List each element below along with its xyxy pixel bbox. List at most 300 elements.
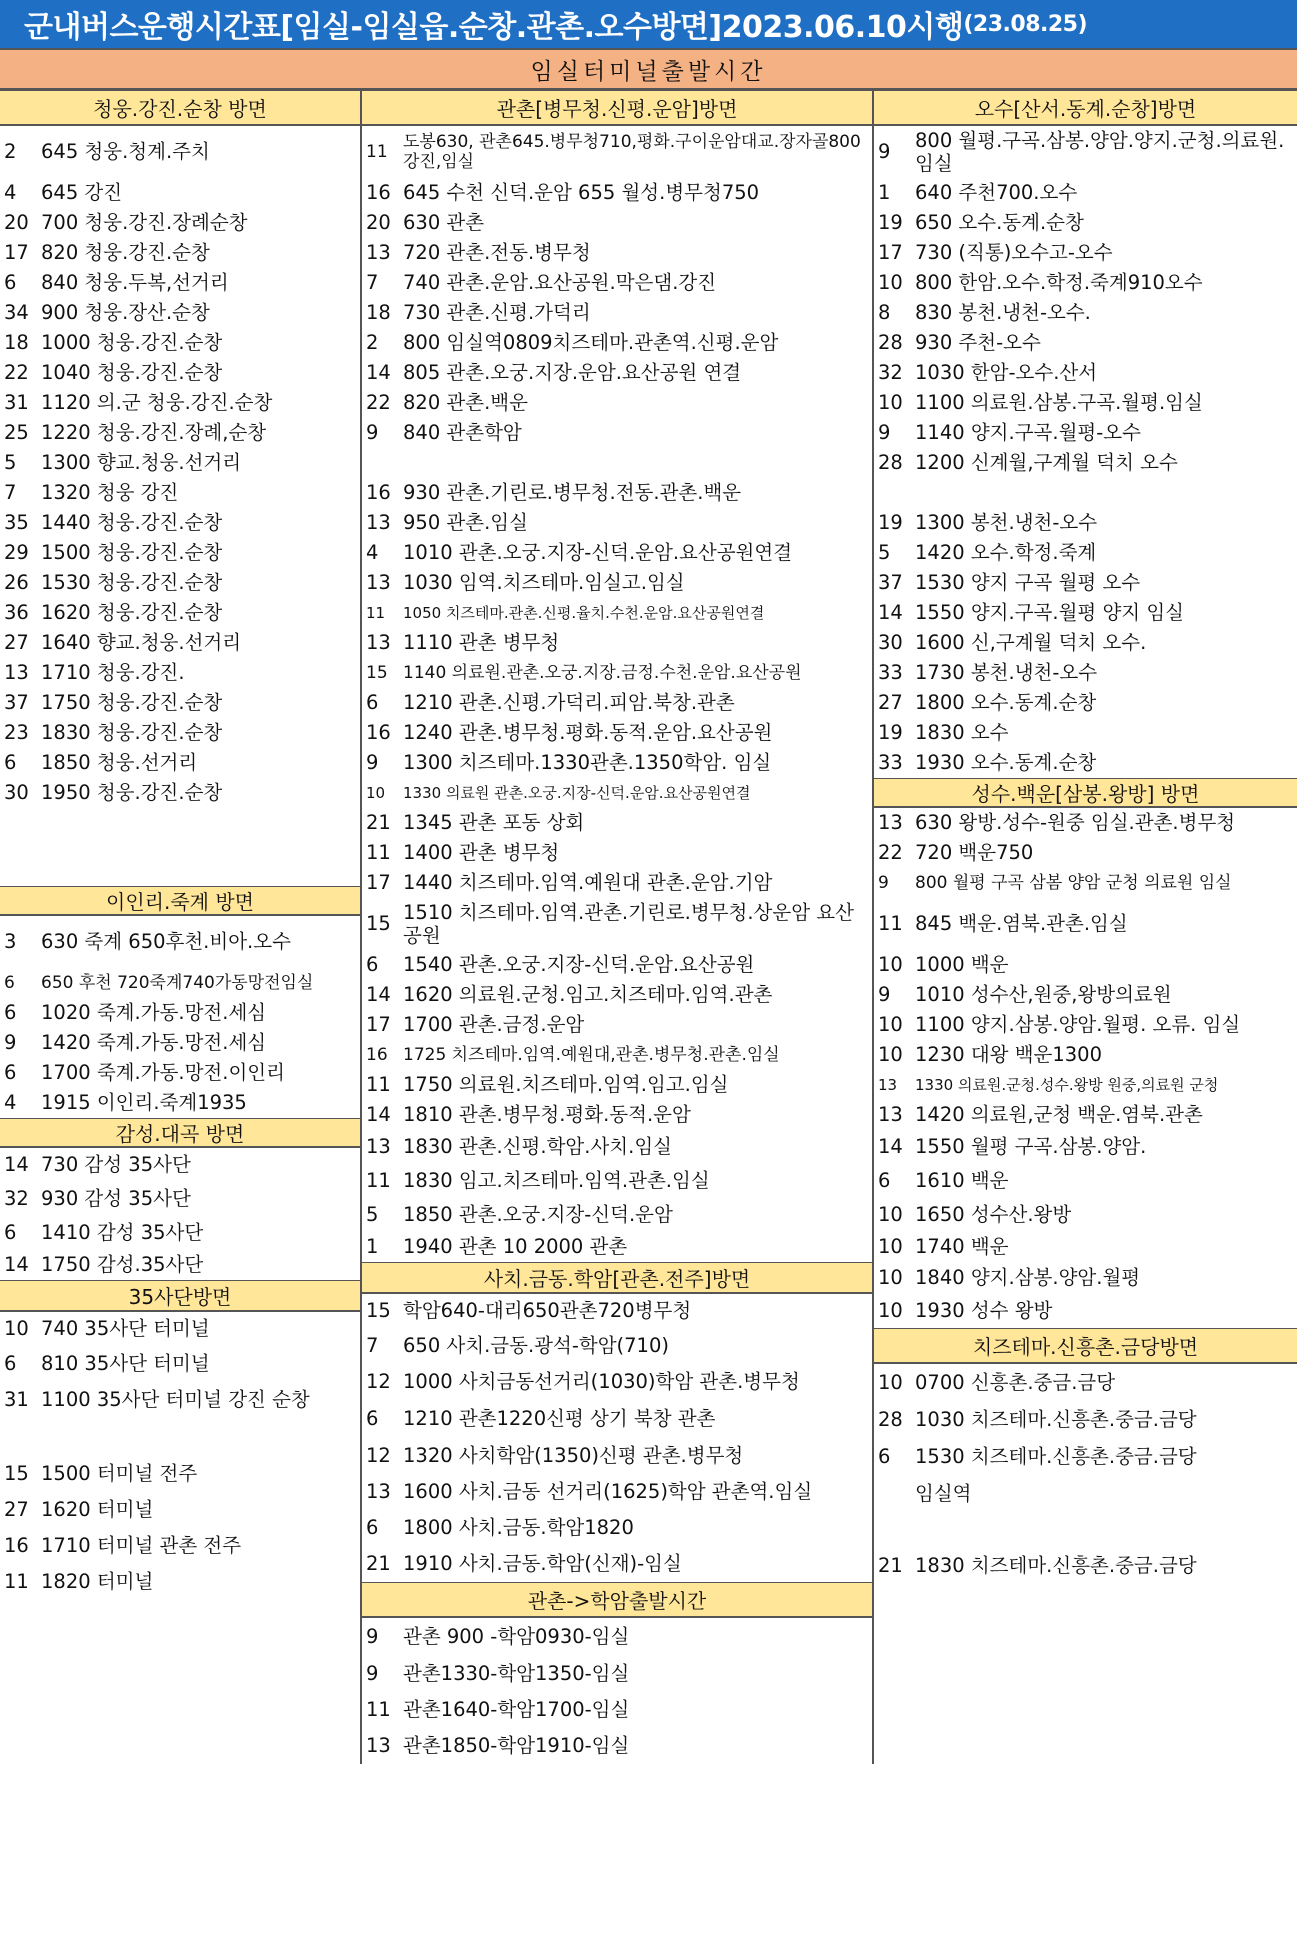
bus-number: 7 — [4, 481, 17, 505]
schedule-row — [0, 1058, 360, 1088]
bus-number: 21 — [878, 1554, 903, 1578]
section-header: 이인리.죽계 방면 — [0, 886, 360, 916]
schedule-row — [362, 1400, 872, 1438]
departure-route: 700 청웅.강진.장례순창 — [41, 211, 248, 235]
schedule-row — [874, 508, 1297, 538]
departure-route: 1800 오수.동계.순창 — [915, 691, 1097, 715]
bus-number: 13 — [366, 241, 391, 265]
bus-number: 11 — [366, 604, 386, 622]
bus-number: 6 — [366, 1407, 379, 1431]
schedule-row — [362, 748, 872, 778]
schedule-row — [874, 538, 1297, 568]
departure-route: 1710 터미널 관촌 전주 — [41, 1534, 242, 1558]
schedule-row — [874, 838, 1297, 868]
departure-route: 645 청웅.청계.주치 — [41, 140, 210, 164]
schedule-row — [874, 1402, 1297, 1438]
schedule-row — [874, 1010, 1297, 1040]
schedule-row — [0, 358, 360, 388]
departure-route: 1820 터미널 — [41, 1570, 154, 1594]
bus-number: 6 — [4, 1352, 17, 1376]
bus-number: 11 — [366, 141, 388, 162]
bus-number: 9 — [878, 421, 891, 445]
blank-row — [874, 478, 1297, 508]
section-header: 관촌->학암출발시간 — [362, 1582, 872, 1618]
schedule-row — [0, 658, 360, 688]
bus-number: 21 — [366, 1552, 391, 1576]
schedule-row — [362, 1164, 872, 1198]
departure-route: 1010 성수산,원중,왕방의료원 — [915, 983, 1172, 1007]
bus-number: 9 — [4, 1031, 17, 1055]
bus-number: 19 — [878, 511, 903, 535]
departure-route: 1420 오수.학정.죽계 — [915, 541, 1097, 565]
schedule-row — [0, 1088, 360, 1118]
departure-route: 1830 치즈테마.신흥촌.중금.금당 — [915, 1554, 1197, 1578]
title-main: 군내버스운행시간표[임실-임실읍.순창.관촌.오수방면]2023.06.10시행 — [24, 10, 964, 45]
schedule-row — [362, 238, 872, 268]
bus-number: 26 — [4, 571, 29, 595]
bus-number: 8 — [878, 301, 891, 325]
blank-row — [0, 1418, 360, 1456]
schedule-row — [874, 658, 1297, 688]
schedule-row — [874, 238, 1297, 268]
schedule-row — [0, 1492, 360, 1528]
departure-route: 810 35사단 터미널 — [41, 1352, 210, 1376]
bus-number: 10 — [878, 1203, 903, 1227]
departure-route: 1830 오수 — [915, 721, 1009, 745]
departure-route: 730 감성 35사단 — [41, 1153, 191, 1177]
departure-route: 1510 치즈테마.임역.관촌.기린로.병무청.상운암 요산공원 — [403, 900, 854, 947]
bus-number: 12 — [366, 1370, 391, 1394]
bus-number: 6 — [878, 1169, 891, 1193]
schedule-row — [874, 1100, 1297, 1130]
bus-number: 10 — [878, 1266, 903, 1290]
schedule-row — [874, 448, 1297, 478]
schedule-row — [874, 178, 1297, 208]
schedule-row — [0, 1312, 360, 1346]
departure-route: 1330 의료원 관촌.오궁.지장-신덕.운암.요산공원연결 — [403, 784, 751, 802]
schedule-row — [362, 538, 872, 568]
bus-number: 18 — [4, 331, 29, 355]
bus-number: 10 — [878, 1299, 903, 1323]
schedule-row — [362, 328, 872, 358]
departure-route: 740 관촌.운암.요산공원.막은댐.강진 — [403, 271, 717, 295]
bus-number: 13 — [366, 1734, 391, 1758]
schedule-row — [874, 418, 1297, 448]
bus-number: 11 — [366, 841, 391, 865]
departure-route: 840 청웅.두복,선거리 — [41, 271, 229, 295]
departure-route: 1230 대왕 백운1300 — [915, 1043, 1102, 1067]
schedule-row — [0, 538, 360, 568]
bus-number: 6 — [4, 751, 17, 775]
schedule-row — [0, 628, 360, 658]
departure-route: 630 왕방.성수-원중 임실.관촌.병무청 — [915, 811, 1236, 835]
bus-number: 3 — [4, 930, 17, 954]
departure-route: 645 수천 신덕.운암 655 월성.병무청750 — [403, 181, 760, 205]
departure-route: 845 백운.염북.관촌.임실 — [915, 912, 1128, 936]
schedule-row — [0, 1182, 360, 1216]
departure-route: 820 관촌.백운 — [403, 391, 528, 415]
schedule-row — [362, 478, 872, 508]
departure-route: 1220 청웅.강진.장례,순창 — [41, 421, 267, 445]
bus-number: 2 — [4, 140, 17, 164]
schedule-row — [874, 1476, 1297, 1512]
bus-number: 14 — [878, 1135, 903, 1159]
departure-route: 1850 청웅.선거리 — [41, 751, 198, 775]
bus-number: 11 — [366, 1698, 391, 1722]
departure-route: 1840 양지.삼봉.양암.월평 — [915, 1266, 1141, 1290]
schedule-row — [362, 268, 872, 298]
schedule-row — [874, 126, 1297, 178]
schedule-row — [362, 718, 872, 748]
departure-route: 650 사치.금동.광석-학암(710) — [403, 1334, 669, 1358]
departure-route: 630 관촌 — [403, 211, 485, 235]
departure-route: 720 백운750 — [915, 841, 1034, 865]
bus-number: 21 — [366, 811, 391, 835]
bus-number: 37 — [878, 571, 903, 595]
schedule-row — [874, 1294, 1297, 1328]
departure-route: 1000 청웅.강진.순창 — [41, 331, 223, 355]
schedule-row — [874, 568, 1297, 598]
departure-route: 1550 양지.구곡.월평 양지 임실 — [915, 601, 1184, 625]
bus-number: 6 — [4, 1001, 17, 1025]
blank-row — [874, 1512, 1297, 1548]
departure-route: 1100 35사단 터미널 강진 순창 — [41, 1388, 310, 1412]
bus-number: 30 — [4, 781, 29, 805]
bus-number: 10 — [366, 784, 386, 802]
schedule-row — [874, 868, 1297, 898]
schedule-row — [362, 1198, 872, 1232]
departure-route: 1120 의.군 청웅.강진.순창 — [41, 391, 273, 415]
bus-number: 13 — [366, 1135, 391, 1159]
schedule-row — [362, 568, 872, 598]
bus-number: 22 — [366, 391, 391, 415]
bus-number: 14 — [4, 1153, 29, 1177]
bus-number: 14 — [878, 601, 903, 625]
schedule-row — [0, 418, 360, 448]
schedule-row — [0, 208, 360, 238]
departure-route: 800 월평 구곡 삼봄 양암 군청 의료원 임실 — [915, 872, 1232, 893]
bus-number: 10 — [878, 1371, 903, 1395]
schedule-row — [0, 778, 360, 808]
bus-number: 7 — [366, 1334, 379, 1358]
schedule-row — [874, 1164, 1297, 1198]
departure-route: 1800 사치.금동.학암1820 — [403, 1516, 634, 1540]
departure-route: 1650 성수산.왕방 — [915, 1203, 1072, 1227]
bus-number: 13 — [366, 511, 391, 535]
bus-number: 10 — [878, 953, 903, 977]
departure-route: 1030 치즈테마.신흥촌.중금.금당 — [915, 1408, 1197, 1432]
departure-route: 1010 관촌.오궁.지장-신덕.운암.요산공원연결 — [403, 541, 793, 565]
departure-route: 1750 감성.35사단 — [41, 1253, 204, 1277]
schedule-row — [362, 1438, 872, 1474]
schedule-row — [362, 388, 872, 418]
departure-route: 1540 관촌.오궁.지장-신덕.운암.요산공원 — [403, 953, 755, 977]
departure-route: 650 후천 720죽계740가동망전임실 — [41, 972, 314, 993]
schedule-row — [362, 126, 872, 178]
departure-route: 1530 청웅.강진.순창 — [41, 571, 223, 595]
departure-route: 1930 오수.동계.순창 — [915, 751, 1097, 775]
schedule-row — [362, 1656, 872, 1692]
bus-number: 6 — [878, 1445, 891, 1469]
bus-number: 9 — [878, 872, 889, 893]
bus-number: 6 — [366, 691, 379, 715]
departure-route: 1110 관촌 병무청 — [403, 631, 560, 655]
departure-route: 1330 의료원.군청.성수.왕방 원중,의료원 군청 — [915, 1076, 1219, 1094]
schedule-row — [362, 508, 872, 538]
bus-number: 6 — [4, 972, 15, 993]
bus-number: 23 — [4, 721, 29, 745]
schedule-row — [362, 1728, 872, 1764]
departure-route: 1725 치즈테마.임역.예원대,관촌.병무청.관촌.임실 — [403, 1044, 780, 1065]
departure-route: 930 주천-오수 — [915, 331, 1041, 355]
schedule-row — [362, 1364, 872, 1400]
schedule-row — [874, 208, 1297, 238]
bus-number: 31 — [4, 391, 29, 415]
timetable-columns — [0, 90, 1297, 1764]
schedule-row — [0, 1250, 360, 1280]
bus-number: 15 — [366, 662, 388, 683]
schedule-row — [874, 1070, 1297, 1100]
schedule-row — [0, 1148, 360, 1182]
schedule-row — [874, 1548, 1297, 1584]
section-header: 치즈테마.신흥촌.금당방면 — [874, 1328, 1297, 1364]
departure-route: 900 청웅.장산.순창 — [41, 301, 210, 325]
bus-number: 10 — [4, 1317, 29, 1341]
bus-number: 9 — [878, 140, 891, 164]
bus-number: 11 — [4, 1570, 29, 1594]
schedule-row — [362, 950, 872, 980]
schedule-row — [0, 748, 360, 778]
bus-number: 30 — [878, 631, 903, 655]
bus-number: 9 — [366, 751, 379, 775]
departure-route: 1700 관촌.금정.운암 — [403, 1013, 585, 1037]
section-header: 사치.금동.학암[관촌.전주]방면 — [362, 1262, 872, 1294]
departure-route: 630 죽계 650후천.비아.오수 — [41, 930, 291, 954]
departure-route: 1530 양지 구곡 월평 오수 — [915, 571, 1141, 595]
schedule-row — [874, 328, 1297, 358]
departure-route: 1500 터미널 전주 — [41, 1462, 198, 1486]
bus-number: 9 — [366, 1625, 379, 1649]
schedule-row — [0, 508, 360, 538]
departure-route: 1400 관촌 병무청 — [403, 841, 560, 865]
schedule-row — [362, 1010, 872, 1040]
bus-number: 13 — [878, 1103, 903, 1127]
departure-route: 1700 죽계.가동.망전.이인리 — [41, 1061, 285, 1085]
bus-number: 27 — [4, 631, 29, 655]
departure-route: 1750 청웅.강진.순창 — [41, 691, 223, 715]
bus-number: 1 — [878, 181, 891, 205]
schedule-row — [0, 998, 360, 1028]
departure-route: 1030 임역.치즈테마.임실고.임실 — [403, 571, 685, 595]
bus-number: 13 — [366, 571, 391, 595]
schedule-row — [874, 628, 1297, 658]
departure-route: 1530 치즈테마.신흥촌.중금.금당 — [915, 1445, 1197, 1469]
departure-route: 1830 청웅.강진.순창 — [41, 721, 223, 745]
subtitle: 임실터미널출발시간 — [0, 48, 1297, 90]
column-left — [0, 90, 362, 1764]
section-header: 35사단방면 — [0, 1280, 360, 1312]
bus-number: 16 — [366, 1044, 388, 1065]
bus-number: 27 — [878, 691, 903, 715]
bus-number: 14 — [366, 361, 391, 385]
bus-number: 17 — [878, 241, 903, 265]
bus-number: 4 — [4, 181, 17, 205]
bus-number: 22 — [4, 361, 29, 385]
departure-route: 800 한암.오수.학정.죽계910오수 — [915, 271, 1203, 295]
schedule-row — [874, 1232, 1297, 1262]
departure-route: 1910 사치.금동.학암(신재)-임실 — [403, 1552, 682, 1576]
bus-number: 14 — [366, 983, 391, 1007]
departure-route: 1915 이인리.죽계1935 — [41, 1091, 247, 1115]
bus-number: 35 — [4, 511, 29, 535]
departure-route: 1050 치즈테마.관촌.신평.율치.수천.운암.요산공원연결 — [403, 604, 765, 622]
bus-number: 9 — [366, 421, 379, 445]
bus-number: 2 — [366, 331, 379, 355]
departure-route: 1620 의료원.군청.임고.치즈테마.임역.관촌 — [403, 983, 773, 1007]
bus-number: 19 — [878, 211, 903, 235]
departure-route: 800 월평.구곡.삼봉.양암.양지.군청.의료원.임실 — [915, 128, 1285, 175]
bus-number: 10 — [878, 1235, 903, 1259]
bus-number: 28 — [878, 331, 903, 355]
column-middle — [362, 90, 874, 1764]
section-header: 청웅.강진.순창 방면 — [0, 90, 360, 126]
departure-route: 1000 사치금동선거리(1030)학암 관촌.병무청 — [403, 1370, 800, 1394]
schedule-row — [362, 1294, 872, 1328]
schedule-row — [0, 298, 360, 328]
bus-number: 11 — [366, 1073, 391, 1097]
bus-number: 34 — [4, 301, 29, 325]
schedule-row — [0, 916, 360, 968]
bus-number: 37 — [4, 691, 29, 715]
schedule-row — [874, 598, 1297, 628]
bus-number: 5 — [878, 541, 891, 565]
departure-route: 1500 청웅.강진.순창 — [41, 541, 223, 565]
bus-number: 6 — [366, 953, 379, 977]
bus-number: 29 — [4, 541, 29, 565]
departure-route: 640 주천700.오수 — [915, 181, 1078, 205]
departure-route: 1210 관촌1220신평 상기 북창 관촌 — [403, 1407, 716, 1431]
schedule-row — [874, 1130, 1297, 1164]
departure-route: 1300 향교.청웅.선거리 — [41, 451, 242, 475]
departure-route: 1750 의료원.치즈테마.임역.임고.임실 — [403, 1073, 729, 1097]
departure-route: 730 (직통)오수고-오수 — [915, 241, 1113, 265]
bus-number: 7 — [366, 271, 379, 295]
departure-route: 1640 향교.청웅.선거리 — [41, 631, 242, 655]
bus-number: 17 — [366, 871, 391, 895]
departure-route: 1020 죽계.가동.망전.세심 — [41, 1001, 267, 1025]
bus-number: 4 — [366, 541, 379, 565]
schedule-row — [874, 1198, 1297, 1232]
bus-number: 11 — [878, 912, 903, 936]
blank-row — [362, 448, 872, 478]
departure-route: 650 오수.동계.순창 — [915, 211, 1084, 235]
departure-route: 930 감성 35사단 — [41, 1187, 191, 1211]
departure-route: 관촌1850-학암1910-임실 — [403, 1734, 630, 1758]
departure-route: 학암640-대리650관촌720병무청 — [403, 1299, 692, 1323]
bus-number: 5 — [366, 1203, 379, 1227]
departure-route: 1300 치즈테마.1330관촌.1350학암. 임실 — [403, 751, 772, 775]
bus-number: 20 — [4, 211, 29, 235]
bus-number: 15 — [366, 1299, 391, 1323]
schedule-row — [0, 1028, 360, 1058]
departure-route: 805 관촌.오궁.지장.운암.요산공원 연결 — [403, 361, 742, 385]
departure-route: 1040 청웅.강진.순창 — [41, 361, 223, 385]
bus-number: 32 — [878, 361, 903, 385]
departure-route: 0700 신흥촌.중금.금당 — [915, 1371, 1116, 1395]
departure-route: 840 관촌학암 — [403, 421, 522, 445]
departure-route: 1420 죽계.가동.망전.세심 — [41, 1031, 267, 1055]
departure-route: 1940 관촌 10 2000 관촌 — [403, 1235, 628, 1259]
bus-number: 9 — [878, 983, 891, 1007]
schedule-row — [362, 1546, 872, 1582]
departure-route: 1830 관촌.신평.학암.사치.임실 — [403, 1135, 672, 1159]
schedule-row — [874, 950, 1297, 980]
schedule-row — [874, 358, 1297, 388]
departure-route: 1620 청웅.강진.순창 — [41, 601, 223, 625]
departure-route: 1830 임고.치즈테마.임역.관촌.임실 — [403, 1169, 710, 1193]
departure-route: 930 관촌.기린로.병무청.전동.관촌.백운 — [403, 481, 742, 505]
departure-route: 1300 봉천.냉천-오수 — [915, 511, 1098, 535]
departure-route: 1420 의료원,군청 백운.염북.관촌 — [915, 1103, 1203, 1127]
schedule-row — [362, 1130, 872, 1164]
schedule-row — [362, 1070, 872, 1100]
schedule-row — [874, 1364, 1297, 1402]
schedule-row — [0, 178, 360, 208]
schedule-row — [362, 358, 872, 388]
schedule-row — [362, 628, 872, 658]
bus-number: 16 — [366, 481, 391, 505]
departure-route: 950 관촌.임실 — [403, 511, 528, 535]
schedule-row — [0, 568, 360, 598]
schedule-row — [362, 418, 872, 448]
schedule-row — [0, 126, 360, 178]
schedule-row — [362, 208, 872, 238]
departure-route: 1140 의료원.관촌.오궁.지장.금정.수천.운암.요산공원 — [403, 662, 802, 683]
schedule-row — [362, 1692, 872, 1728]
departure-route: 1410 감성 35사단 — [41, 1221, 204, 1245]
schedule-row — [874, 718, 1297, 748]
departure-route: 740 35사단 터미널 — [41, 1317, 210, 1341]
schedule-row — [362, 808, 872, 838]
departure-route: 1810 관촌.병무청.평화.동적.운암 — [403, 1103, 691, 1127]
bus-number: 14 — [4, 1253, 29, 1277]
bus-number: 5 — [4, 451, 17, 475]
departure-route: 1100 양지.삼봉.양암.월평. 오류. 임실 — [915, 1013, 1241, 1037]
departure-route: 1730 봉천.냉천-오수 — [915, 661, 1098, 685]
schedule-row — [0, 1216, 360, 1250]
schedule-row — [874, 898, 1297, 950]
schedule-row — [0, 688, 360, 718]
bus-number: 31 — [4, 1388, 29, 1412]
bus-number: 6 — [4, 1221, 17, 1245]
bus-number: 20 — [366, 211, 391, 235]
bus-number: 28 — [878, 1408, 903, 1432]
bus-number: 9 — [366, 1662, 379, 1686]
departure-route: 1740 백운 — [915, 1235, 1009, 1259]
section-header: 오수[산서.동계.순창]방면 — [874, 90, 1297, 126]
schedule-row — [0, 1564, 360, 1600]
title-date: (23.08.25) — [963, 11, 1088, 37]
section-header: 성수.백운[삼봉.왕방] 방면 — [874, 778, 1297, 808]
schedule-row — [874, 688, 1297, 718]
bus-number: 22 — [878, 841, 903, 865]
schedule-row — [0, 598, 360, 628]
bus-number: 10 — [878, 391, 903, 415]
departure-route: 관촌 900 -학암0930-임실 — [403, 1625, 630, 1649]
page-title — [0, 0, 1297, 48]
bus-number: 14 — [366, 1103, 391, 1127]
departure-route: 1950 청웅.강진.순창 — [41, 781, 223, 805]
